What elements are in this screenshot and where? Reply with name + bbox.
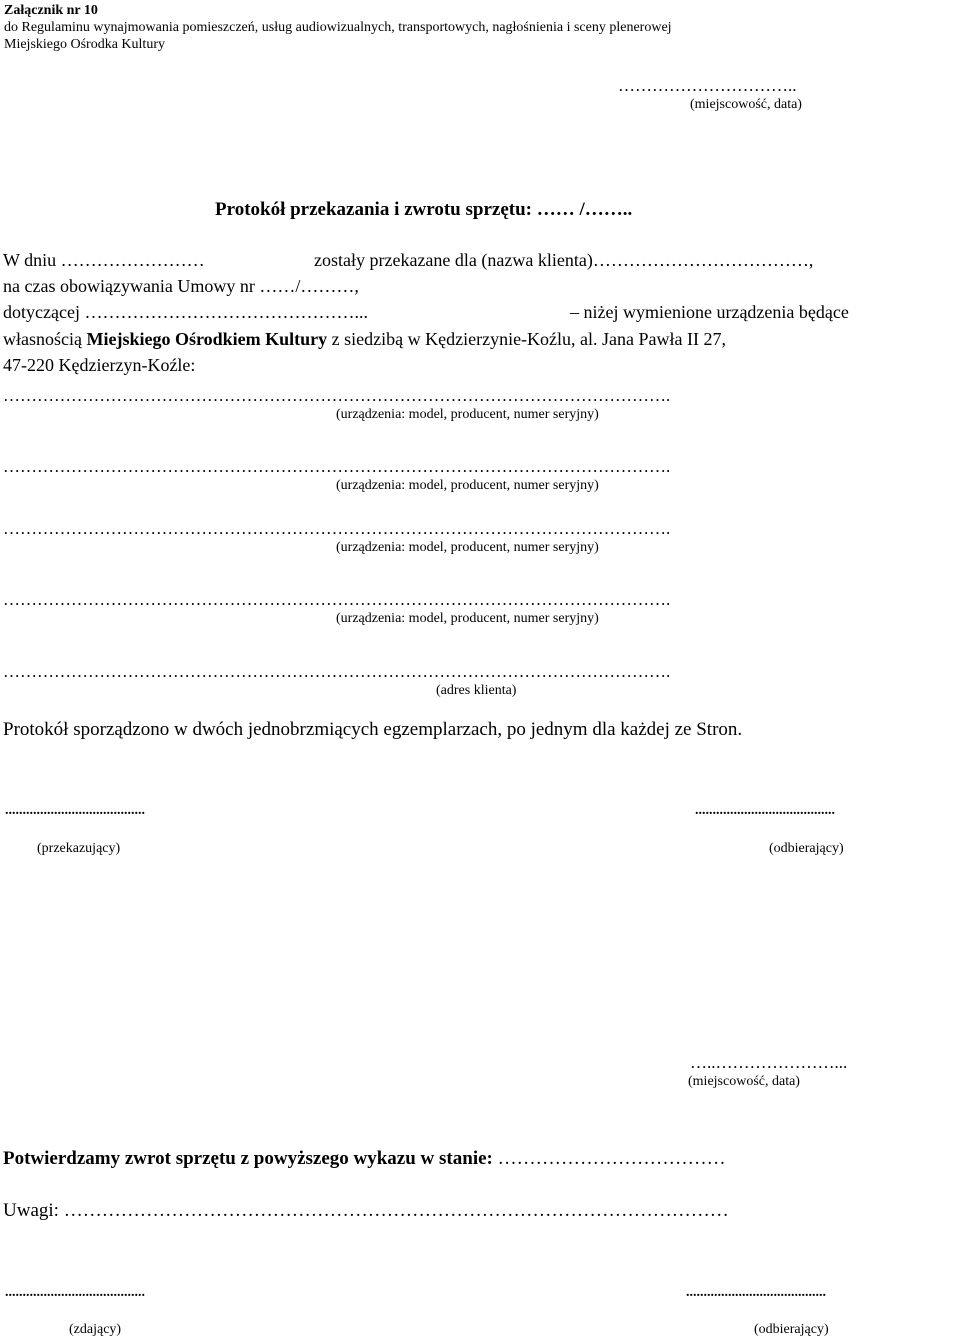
device-line-1-label: (urządzenia: model, producent, numer seryjny) bbox=[336, 407, 599, 422]
page-title: Protokół przekazania i zwrotu sprzętu: …… /…….. bbox=[215, 199, 633, 220]
device-line-4-dots: ………………………………………………………………………………………………………. bbox=[3, 590, 671, 609]
organization-line: Miejskiego Ośrodka Kultury bbox=[4, 37, 165, 52]
paragraph-line1-a: W dniu …………………… bbox=[3, 250, 205, 270]
protocol-sentence: Protokół sporządzono w dwóch jednobrzmiących egzemplarzach, po jednym dla każdej ze Stron. bbox=[3, 719, 743, 740]
device-line-3-dots: ………………………………………………………………………………………………………. bbox=[3, 519, 671, 538]
paragraph-line4 bbox=[3, 329, 726, 350]
paragraph-line4-b: z siedzibą w Kędzierzynie-Koźlu, al. Jana Pawła II 27, bbox=[331, 329, 726, 349]
paragraph-line1-b: zostały przekazane dla (nazwa klienta)………………………………, bbox=[314, 250, 814, 270]
client-address-label: (adres klienta) bbox=[436, 683, 517, 698]
signature-handing-over-dots: ........................................ bbox=[5, 803, 145, 818]
place-date-top-dots: ………………………….. bbox=[618, 76, 797, 95]
return-confirmation-label: Potwierdzamy zwrot sprzętu z powyższego wykazu w stanie: bbox=[3, 1148, 493, 1169]
signature-receiving-label: (odbierający) bbox=[769, 841, 844, 856]
signature-handing-over-label: (przekazujący) bbox=[37, 841, 121, 856]
signature-receiver-label: (odbierający) bbox=[754, 1322, 829, 1337]
attachment-number: Załącznik nr 10 bbox=[4, 3, 98, 18]
signature-returning-dots: ........................................ bbox=[5, 1285, 145, 1300]
paragraph-line2: na czas obowiązywania Umowy nr ……/………, bbox=[3, 276, 359, 296]
organization-name: Miejskiego Ośrodkiem Kultury bbox=[86, 329, 328, 349]
place-date-top-label: (miejscowość, data) bbox=[690, 97, 802, 112]
device-line-3-label: (urządzenia: model, producent, numer seryjny) bbox=[336, 540, 599, 555]
device-line-2-label: (urządzenia: model, producent, numer seryjny) bbox=[336, 478, 599, 493]
remarks-field[interactable]: …………………………………………………………………………………………… bbox=[63, 1200, 729, 1221]
regulation-line: do Regulaminu wynajmowania pomieszczeń, usług audiowizualnych, transportowych, nagłośnienia i sceny plenerowej bbox=[4, 20, 672, 35]
paragraph-line5: 47-220 Kędzierzyn-Koźle: bbox=[3, 355, 196, 375]
remarks-label: Uwagi: bbox=[3, 1200, 59, 1221]
client-address-dots: ………………………………………………………………………………………………………. bbox=[3, 662, 671, 681]
signature-receiver-dots: ........................................ bbox=[686, 1285, 826, 1300]
signature-returning-label: (zdający) bbox=[69, 1322, 122, 1337]
return-condition-field[interactable]: ……………………………… bbox=[497, 1148, 726, 1169]
place-date-bottom-dots: …..…………………... bbox=[690, 1053, 848, 1072]
paragraph-line3-b: – niżej wymienione urządzenia będące bbox=[570, 302, 849, 322]
paragraph-line3-a: dotyczącej ………………………………………... bbox=[3, 302, 368, 322]
device-line-4-label: (urządzenia: model, producent, numer seryjny) bbox=[336, 611, 599, 626]
paragraph-line4-a: własnością bbox=[3, 329, 82, 349]
place-date-bottom-label: (miejscowość, data) bbox=[688, 1074, 800, 1089]
device-line-1-dots: ………………………………………………………………………………………………………. bbox=[3, 386, 671, 405]
signature-receiving-dots: ........................................ bbox=[695, 803, 835, 818]
device-line-2-dots: ………………………………………………………………………………………………………. bbox=[3, 457, 671, 476]
